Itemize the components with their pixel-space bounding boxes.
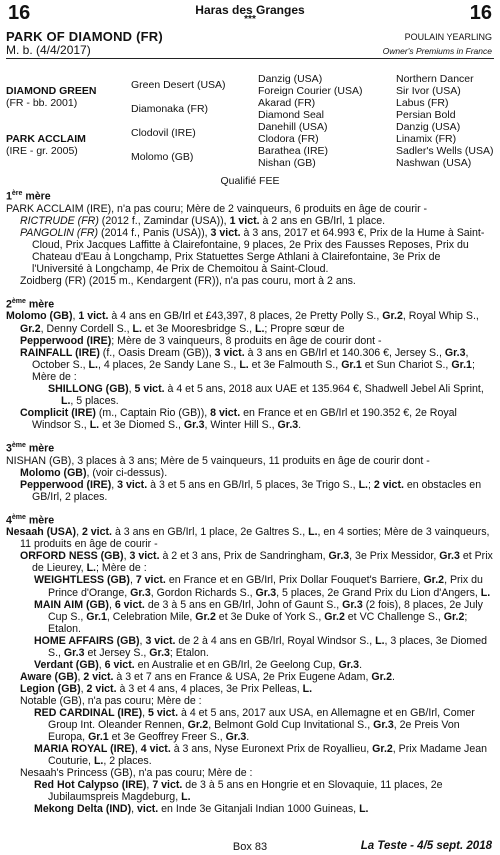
ped-col4-2: Sir Ivor (USA) bbox=[396, 85, 461, 97]
paragraph: MAIN AIM (GB), 6 vict. de 3 à 5 ans en GB/Irl, John of Gaunt S., Gr.3 (2 fois), 8 places, 2e July Cup S., Gr.1, Celebration Mile, Gr.2 et 3e Duke of York S., Gr.2 et VC Challenge S., Gr.2; Etalon. bbox=[34, 598, 483, 635]
ped-col3-5: Danehill (USA) bbox=[258, 121, 328, 133]
qualifie-fee: Qualifié FEE bbox=[220, 175, 280, 187]
section-2eme-mere: 2ème mère bbox=[6, 297, 55, 311]
ped-col4-4: Persian Bold bbox=[396, 109, 456, 121]
ped-col3-8: Nishan (GB) bbox=[258, 157, 316, 169]
ped-col4-7: Sadler's Wells (USA) bbox=[396, 145, 494, 157]
dam-detail: (IRE - gr. 2005) bbox=[6, 145, 78, 157]
sire-detail: (FR - bb. 2001) bbox=[6, 97, 78, 109]
paragraph: Mekong Delta (IND), vict. en Inde 3e Gitanjali Indian 1000 Guineas, L. bbox=[34, 803, 369, 816]
paragraph: WEIGHTLESS (GB), 7 vict. en France et en GB/Irl, Prix Dollar Fouquet's Barriere, Gr.2, Prix du Prince d'Orange, Gr.3, Gordon Richards S., Gr.3, 5 places, 2e Grand Prix du Lion d'Angers, L. bbox=[34, 574, 491, 599]
paragraph: RICTRUDE (FR) (2012 f., Zamindar (USA)), 1 vict. à 2 ans en GB/Irl, 1 place. bbox=[20, 214, 386, 227]
ped-g-sire-sire: Green Desert (USA) bbox=[131, 79, 226, 91]
ped-col4-5: Danzig (USA) bbox=[396, 121, 461, 133]
paragraph: HOME AFFAIRS (GB), 3 vict. de 2 à 4 ans en GB/Irl, Royal Windsor S., L., 3 places, 3e Diomed S., Gr.3 et Jersey S., Gr.3; Etalon. bbox=[34, 634, 487, 659]
section-4eme-mere: 4ème mère bbox=[6, 513, 55, 527]
stars: *** bbox=[244, 14, 256, 25]
paragraph: Red Hot Calypso (IRE), 7 vict. de 3 à 5 ans en Hongrie et en Slovaquie, 11 places, 2e Jubilaumspreis Magdeburg, L. bbox=[34, 779, 443, 804]
ped-col3-6: Clodora (FR) bbox=[258, 133, 319, 145]
paragraph: Pepperwood (IRE), 3 vict. à 3 et 5 ans en GB/Irl, 5 places, 3e Trigo S., L.; 2 vict. en obstacles en GB/Irl, 2 places. bbox=[20, 478, 482, 503]
ped-g-dam-sire: Clodovil (IRE) bbox=[131, 127, 196, 139]
dam-name: PARK ACCLAIM bbox=[6, 133, 86, 145]
owners-premiums: Owner's Premiums in France bbox=[382, 46, 492, 56]
paragraph: NISHAN (GB), 3 places à 3 ans; Mère de 5 vainqueurs, 11 produits en âge de courir dont - bbox=[6, 454, 430, 467]
paragraph: Molomo (GB), 1 vict. à 4 ans en GB/Irl et £43,397, 8 places, 2e Pretty Polly S., Gr.2, Royal Whip S., Gr.2, Denny Cordell S., L. et 3e Mooresbridge S., L.; Propre sœur de bbox=[6, 310, 479, 335]
ped-col4-8: Nashwan (USA) bbox=[396, 157, 472, 169]
ped-col3-2: Foreign Courier (USA) bbox=[258, 85, 363, 97]
paragraph: RED CARDINAL (IRE), 5 vict. à 4 et 5 ans, 2017 aux USA, en Allemagne et en GB/Irl, Comer Group Int. Oleander Rennen, Gr.2, Belmont Gold Cup Invitational S., Gr.3, 2e Preis Von Europa, Gr.1 et 3e Geoffrey Freer S., Gr.3. bbox=[34, 707, 475, 744]
paragraph: PANGOLIN (FR) (2014 f., Panis (USA)), 3 vict. à 3 ans, 2017 et 64.993 €, Prix de la Hume à Saint-Cloud, Prix Jacques Laffitte à Clairefontaine, 9 places, 2e Prix des Fausses Reposes, Prix du Chateau d'Eau à Longchamp, Prix Statuettes Serge Athlani à Clairefontaine, 3e Prix de l'Université à Longchamp, 4e Prix de Chemoitou à Saint-Cloud. bbox=[20, 226, 485, 275]
ped-g-dam-dam: Molomo (GB) bbox=[131, 151, 194, 163]
lot-number-left: 16 bbox=[8, 2, 31, 24]
horse-name: PARK OF DIAMOND (FR) bbox=[6, 29, 163, 44]
dam-line-body bbox=[6, 188, 494, 815]
paragraph: Zoidberg (FR) (2015 m., Kendargent (FR)), n'a pas couru, mort à 2 ans. bbox=[20, 274, 356, 287]
paragraph: SHILLONG (GB), 5 vict. à 4 et 5 ans, 2018 aux UAE et 135.964 €, Shadwell Jebel Ali Sprint, L., 5 places. bbox=[48, 382, 484, 407]
paragraph: Complicit (IRE) (m., Captain Rio (GB)), 8 vict. en France et en GB/Irl et 190.352 €, 2e Royal Windsor S., L. et 3e Diomed S., Gr.3, Winter Hill S., Gr.3. bbox=[20, 406, 457, 431]
paragraph: RAINFALL (IRE) (f., Oasis Dream (GB)), 3 vict. à 3 ans en GB/Irl et 140.306 €, Jersey S., Gr.3, October S., L., 4 places, 2e Sandy Lane S., L. et 3e Falmouth S., Gr.1 et Sun Chariot S., Gr.1; Mère de : bbox=[20, 346, 475, 383]
ped-col3-7: Barathea (IRE) bbox=[258, 145, 329, 157]
sale-info: La Teste - 4/5 sept. 2018 bbox=[360, 840, 492, 852]
paragraph: Nesaah (USA), 2 vict. à 3 ans en GB/Irl, 1 place, 2e Galtres S., L., en 4 sorties; Mère de 3 vainqueurs, 11 produits en âge de courir - bbox=[6, 526, 490, 551]
sex-age: M. b. (4/4/2017) bbox=[6, 43, 91, 57]
paragraph: Molomo (GB), (voir ci-dessus). bbox=[20, 466, 168, 479]
paragraph: PARK ACCLAIM (IRE), n'a pas couru; Mère de 2 vainqueurs, 6 produits en âge de courir - bbox=[6, 202, 428, 215]
paragraph: Nesaah's Princess (GB), n'a pas couru; Mère de : bbox=[20, 767, 253, 780]
paragraph: Aware (GB), 2 vict. à 3 et 7 ans en France & USA, 2e Prix Eugene Adam, Gr.2. bbox=[20, 670, 395, 683]
ped-col4-6: Linamix (FR) bbox=[396, 133, 457, 145]
paragraph: Pepperwood (IRE); Mère de 3 vainqueurs, 8 produits en âge de courir dont - bbox=[20, 334, 382, 347]
paragraph: Notable (GB), n'a pas couru; Mère de : bbox=[20, 694, 202, 707]
section-3eme-mere: 3ème mère bbox=[6, 441, 55, 455]
ped-col3-3: Akarad (FR) bbox=[258, 97, 316, 109]
horse-type: POULAIN YEARLING bbox=[404, 32, 492, 42]
stud-name: Haras des Granges bbox=[195, 3, 305, 17]
ped-col4-3: Labus (FR) bbox=[396, 97, 449, 109]
paragraph: Legion (GB), 2 vict. à 3 et 4 ans, 4 places, 3e Prix Pelleas, L. bbox=[20, 682, 313, 695]
lot-number-right: 16 bbox=[469, 2, 492, 24]
box-number: Box 83 bbox=[232, 841, 268, 853]
ped-col4-1: Northern Dancer bbox=[396, 73, 474, 85]
paragraph: MARIA ROYAL (IRE), 4 vict. à 3 ans, Nyse Euronext Prix de Royallieu, Gr.2, Prix Madame Jean Couturie, L., 2 places. bbox=[34, 743, 488, 768]
ped-g-sire-dam: Diamonaka (FR) bbox=[131, 103, 209, 115]
paragraph: ORFORD NESS (GB), 3 vict. à 2 et 3 ans, Prix de Sandringham, Gr.3, 3e Prix Messidor, Gr.3 et Prix de Lieurey, L.; Mère de : bbox=[20, 550, 493, 575]
paragraph: Verdant (GB), 6 vict. en Australie et en GB/Irl, 2e Geelong Cup, Gr.3. bbox=[34, 658, 363, 671]
sire-name: DIAMOND GREEN bbox=[6, 85, 97, 97]
section-1ere-mere: 1ère mère bbox=[6, 190, 51, 203]
header-divider bbox=[6, 58, 494, 59]
ped-col3-1: Danzig (USA) bbox=[258, 73, 323, 85]
ped-col3-4: Diamond Seal bbox=[258, 109, 324, 121]
